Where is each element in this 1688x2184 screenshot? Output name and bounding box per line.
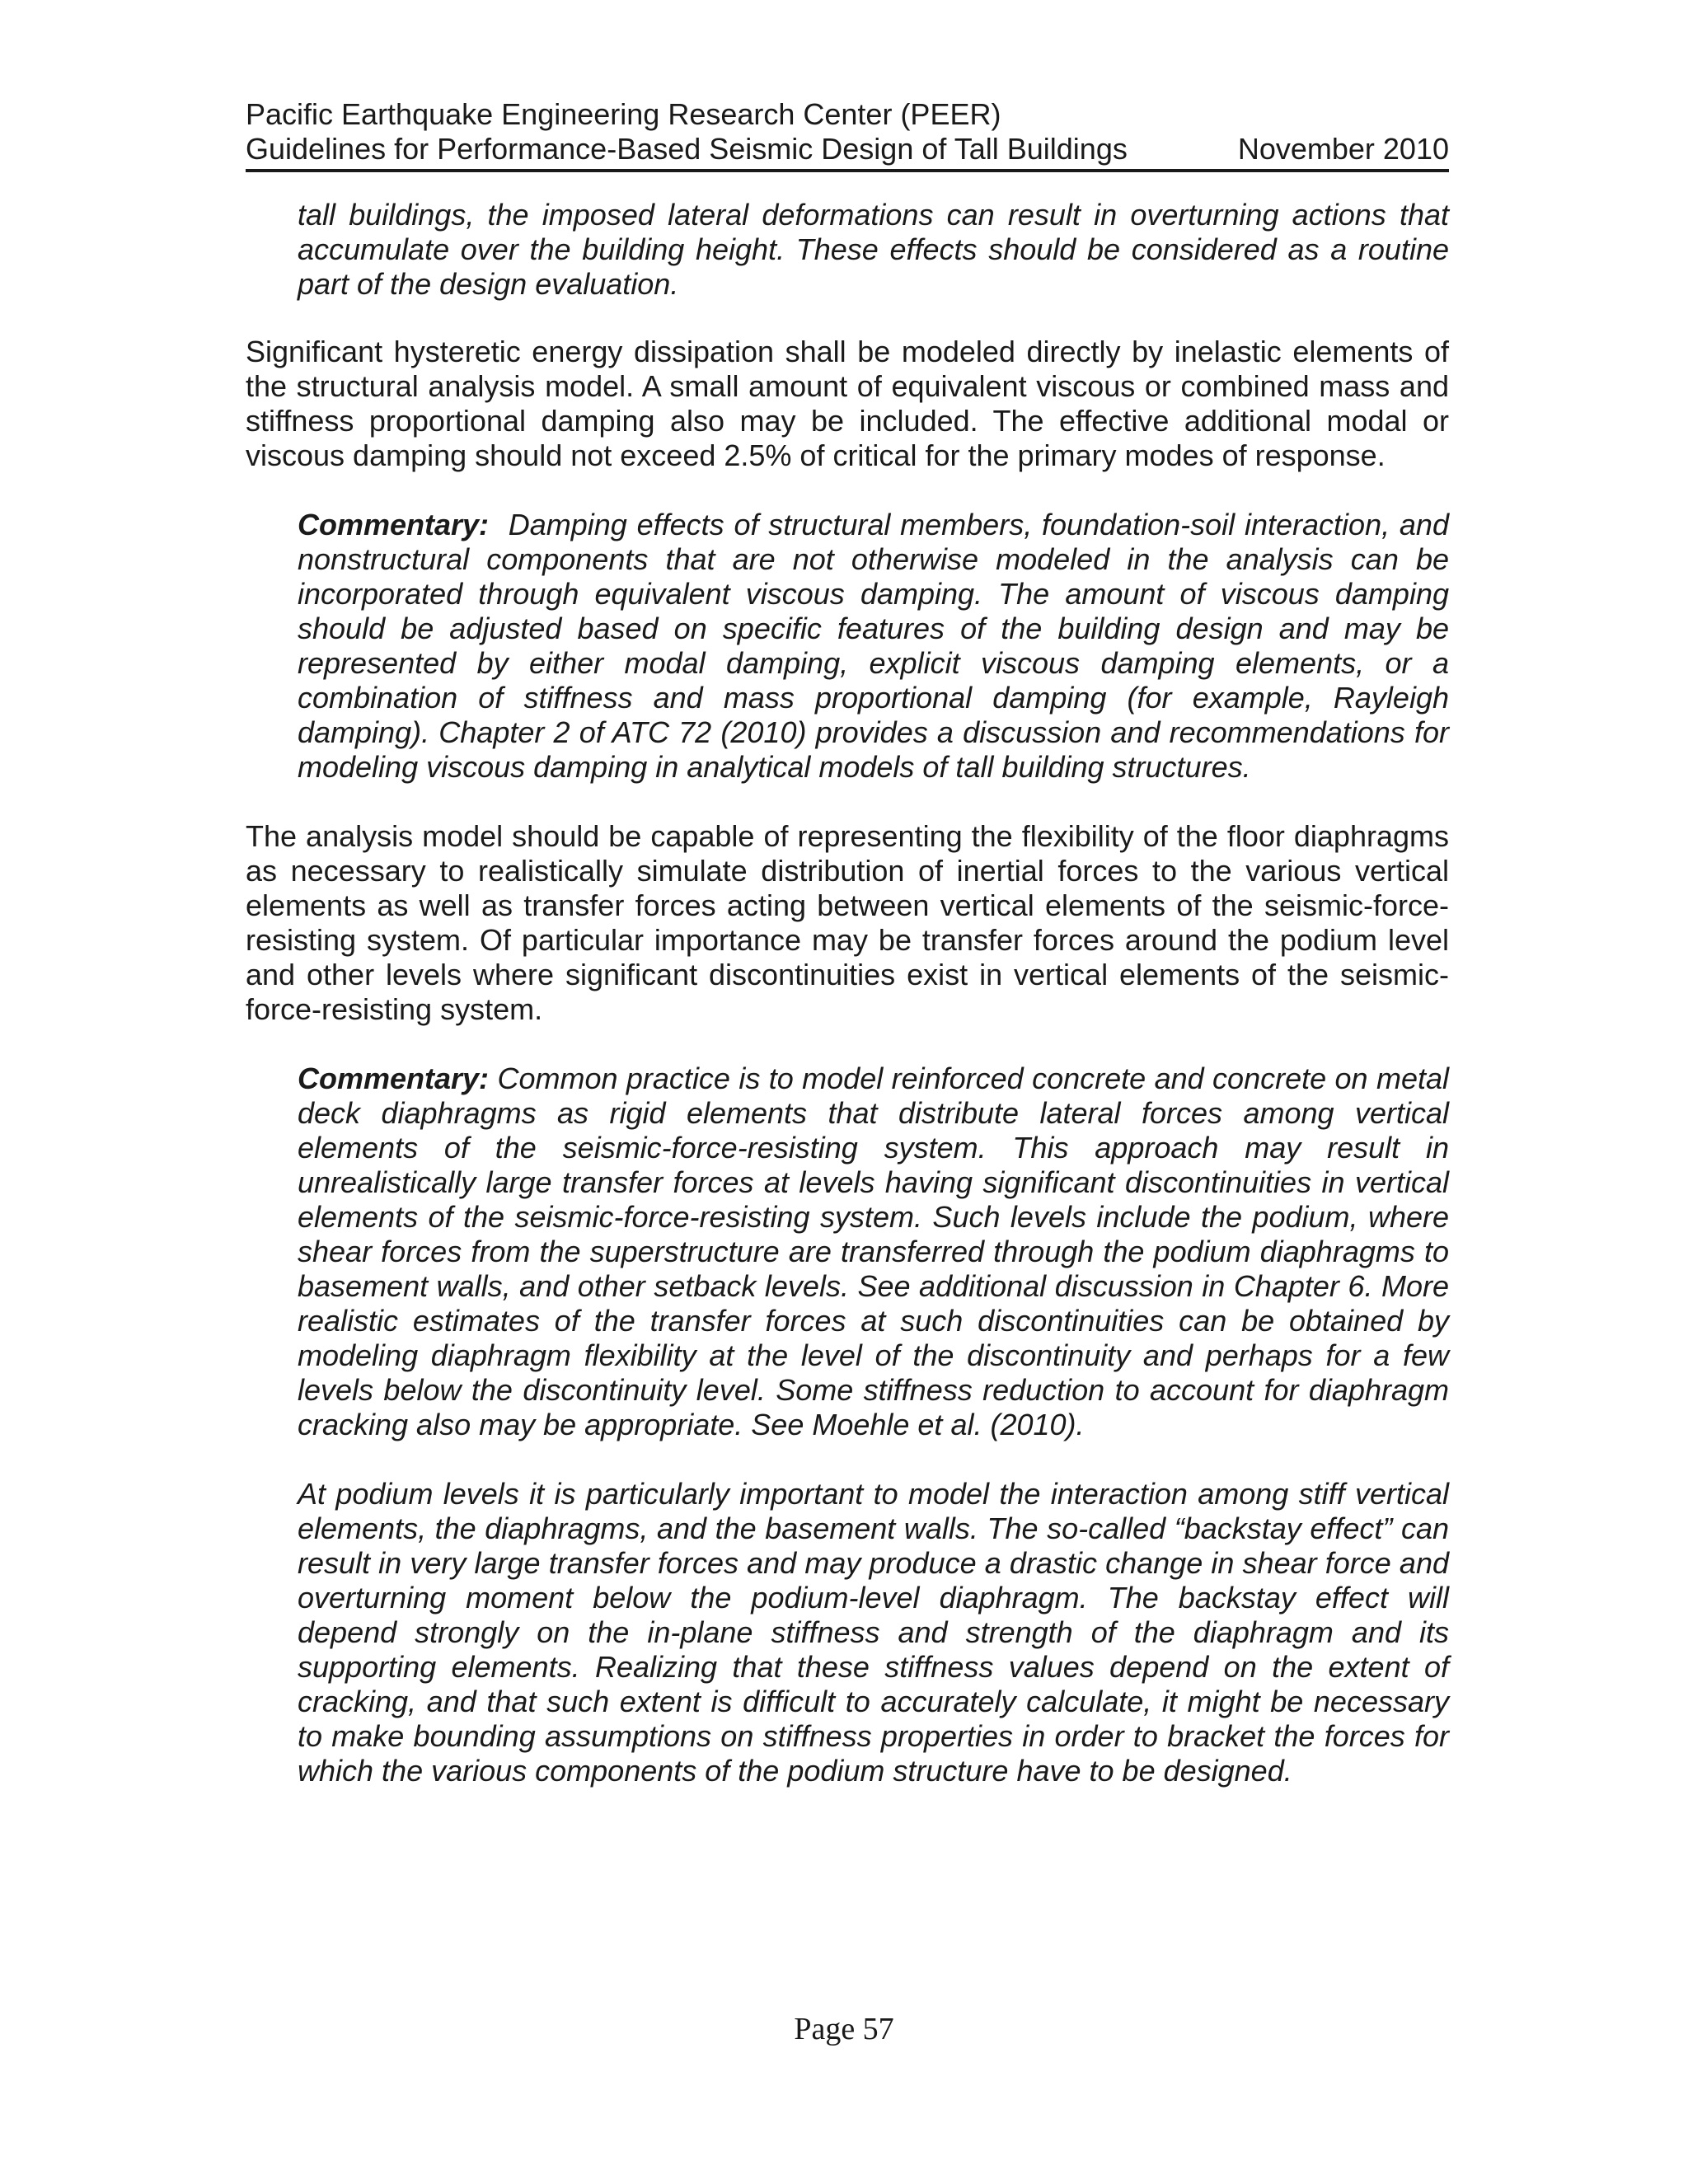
commentary-diaphragm [298, 1062, 1449, 1442]
commentary-label: Commentary: [298, 1062, 490, 1095]
continuation-paragraph: tall buildings, the imposed lateral deformations can result in overturning actions that accumulate over the building height. These effects should be considered as a routine part of the design evaluation. [298, 198, 1449, 301]
header-org: Pacific Earthquake Engineering Research Center (PEER) [246, 97, 1001, 131]
header-rule [246, 169, 1449, 172]
commentary-text: Common practice is to model reinforced concrete and concrete on metal deck diaphragms as rigid elements that distribute lateral forces among vertical elements of the seismic-force-resisting system. This approach may result in unrealistically large transfer forces at levels having significant discontinuities in vertical elements of the seismic-force-resisting system. Such levels include the podium, where shear forces from the superstructure are transferred through the podium diaphragms to basement walls, and other setback levels. See additional discussion in Chapter 6. More realistic estimates of the transfer forces at such discontinuities can be obtained by modeling diaphragm flexibility at the level of the discontinuity and perhaps for a few levels below the discontinuity level. Some stiffness reduction to account for diaphragm cracking also may be appropriate. See Moehle et al. (2010). [298, 1062, 1449, 1441]
page-number: Page 57 [794, 2012, 894, 2046]
header-date: November 2010 [1237, 132, 1449, 166]
commentary-podium: At podium levels it is particularly important to model the interaction among stiff vertical elements, the diaphragms, and the basement walls. The so-called “backstay effect” can result in very large transfer forces and may produce a drastic change in shear force and overturning moment below the podium-level diaphragm. The backstay effect will depend strongly on the in-plane stiffness and strength of the diaphragm and its supporting elements. Realizing that these stiffness values depend on the extent of cracking, and that such extent is difficult to accurately calculate, it might be necessary to make bounding assumptions on stiffness properties in order to bracket the forces for which the various components of the podium structure have to be designed. [298, 1477, 1449, 1788]
commentary-label: Commentary: [298, 508, 490, 541]
commentary-damping [298, 508, 1449, 785]
page-header [246, 97, 1449, 166]
commentary-text: Damping effects of structural members, foundation-soil interaction, and nonstructural components that are not otherwise modeled in the analysis can be incorporated through equivalent viscous damping. The amount of viscous damping should be adjusted based on specific features of the building design and may be represented by either modal damping, explicit viscous damping elements, or a combination of stiffness and mass proportional damping (for example, Rayleigh damping). Chapter 2 of ATC 72 (2010) provides a discussion and recommendations for modeling viscous damping in analytical models of tall building structures. [298, 508, 1449, 784]
damping-paragraph: Significant hysteretic energy dissipation shall be modeled directly by inelastic elements of the structural analysis model. A small amount of equivalent viscous or combined mass and stiffness proportional damping also may be included. The effective additional modal or viscous damping should not exceed 2.5% of critical for the primary modes of response. [246, 335, 1449, 472]
diaphragm-paragraph: The analysis model should be capable of representing the flexibility of the floor diaphragms as necessary to realistically simulate distribution of inertial forces to the various vertical elements as well as transfer forces acting between vertical elements of the seismic-force-resisting system. Of particular importance may be transfer forces around the podium level and other levels where significant discontinuities exist in vertical elements of the seismic-force-resisting system. [246, 819, 1449, 1026]
page-content [246, 198, 1449, 1788]
header-title-row [246, 132, 1449, 166]
header-doc-title: Guidelines for Performance-Based Seismic Design of Tall Buildings [246, 132, 1128, 166]
